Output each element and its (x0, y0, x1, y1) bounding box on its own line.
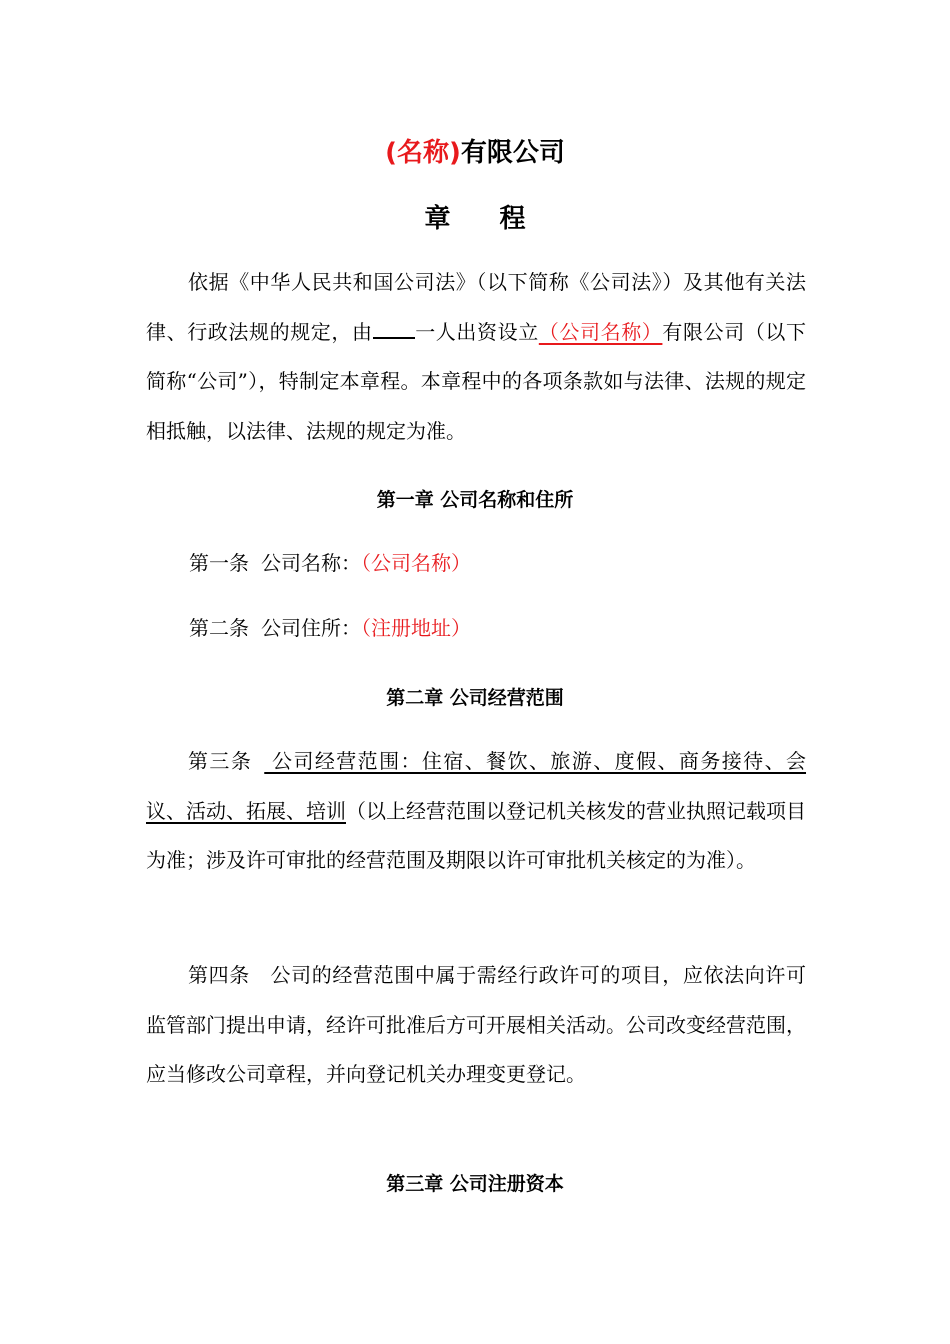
chapter-1-heading: 第一章 公司名称和住所 (376, 489, 574, 511)
article-2-label: 第二条 (189, 616, 249, 640)
intro-company-placeholder: （公司名称） (538, 319, 663, 344)
intro-text-2: 一人出资设立 (414, 319, 539, 344)
article-3-label: 第三条 (188, 749, 253, 773)
intro-text-1: 依据《中华人民共和国公司法》（以下简称《公司法》）及其他有关法律、行政法规的规定，由 (146, 270, 806, 344)
chapter-2-heading: 第二章 公司经营范围 (386, 687, 564, 709)
article-4-label: 第四条 (188, 963, 250, 987)
article-4 (146, 951, 806, 1100)
intro-text-3: 有限公司（以下简称“公司”），特制定本章程。本章程中的各项条款如与法律、法规的规定相抵触，以法律、法规的规定为准。 (146, 319, 807, 443)
investor-blank (373, 315, 415, 339)
article-2-text: 公司住所： (261, 616, 361, 640)
article-3 (146, 737, 806, 886)
article-3-note: （以上经营范围以登记机关核发的营业执照记载项目为准；涉及许可审批的经营范围及期限以许可审批机关核定的为准）。 (146, 798, 806, 872)
article-3-business-scope: 公司经营范围：住宿、餐饮、旅游、度假、商务接待、会议、活动、拓展、培训 (146, 749, 807, 823)
chapter-3-heading: 第三章 公司注册资本 (386, 1173, 564, 1195)
intro-paragraph (146, 258, 806, 456)
article-1-value: （公司名称） (361, 551, 471, 575)
article-1-text: 公司名称： (261, 551, 361, 575)
article-1-label: 第一条 (189, 551, 249, 575)
article-1 (189, 548, 471, 578)
title-company-suffix: 有限公司 (460, 138, 565, 168)
article-2-value: （注册地址） (361, 616, 471, 640)
document-subtitle: 章 程 (424, 204, 546, 234)
article-4-text: 公司的经营范围中属于需经行政许可的项目，应依法向许可监管部门提出申请，经许可批准后方可开展相关活动。公司改变经营范围，应当修改公司章程，并向登记机关办理变更登记。 (146, 963, 807, 1086)
article-2 (189, 613, 471, 643)
document-title (0, 132, 950, 169)
title-name-placeholder: (名称) (385, 138, 461, 168)
